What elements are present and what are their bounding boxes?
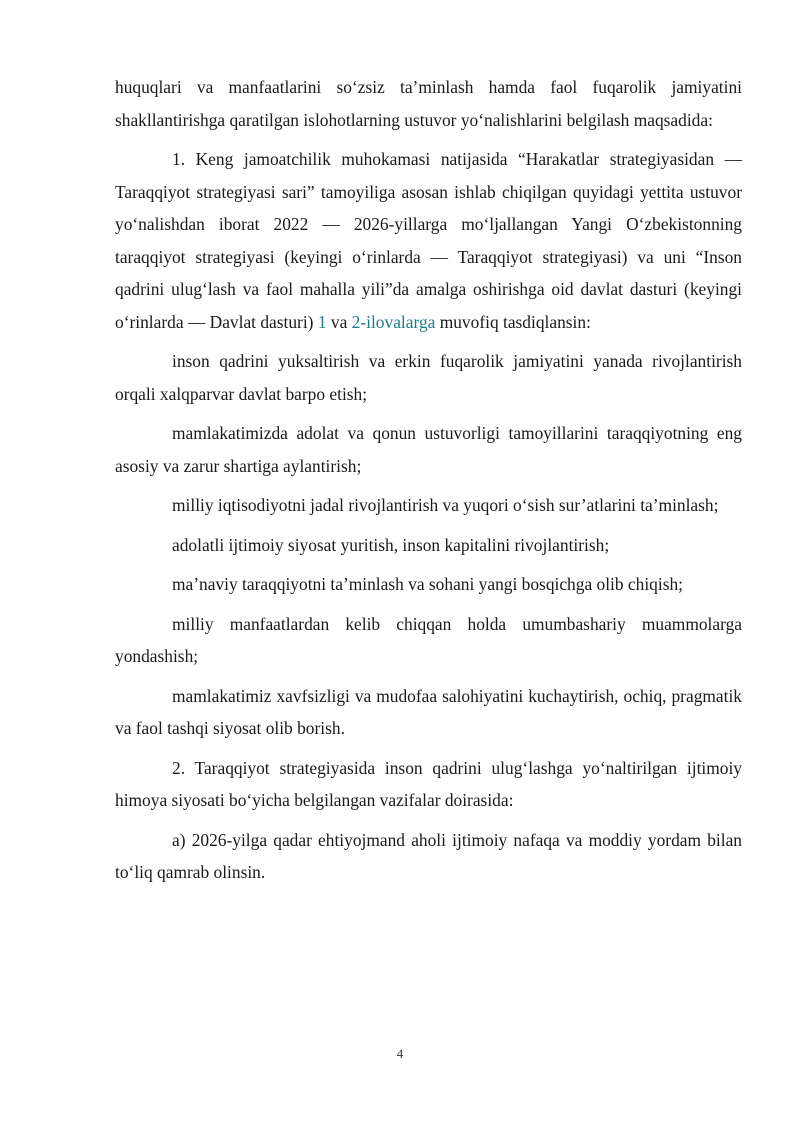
annex-1-link[interactable]: 1: [317, 311, 327, 332]
priority-direction-6: milliy manfaatlardan kelib chiqqan holda umumbashariy muammolarga yondashish;: [115, 613, 742, 666]
priority-direction-5: ma’naviy taraqqiyotni ta’minlash va sohani yangi bosqichga olib chiqish;: [172, 574, 683, 594]
priority-direction-2: mamlakatimizda adolat va qonun ustuvorligi tamoyillarini taraqqiyotning eng asosiy va zarur shartiga aylantirish;: [115, 423, 742, 476]
document-body: [115, 71, 742, 896]
priority-direction-3: milliy iqtisodiyotni jadal rivojlantirish va yuqori o‘sish sur’atlarini ta’minlash;: [172, 495, 719, 515]
annex-2-link[interactable]: 2-ilovalarga: [351, 311, 436, 332]
conjunction-text: va: [326, 311, 352, 332]
priority-direction-4: adolatli ijtimoiy siyosat yuritish, inson kapitalini rivojlantirish;: [172, 534, 610, 555]
priority-direction-1: inson qadrini yuksaltirish va erkin fuqarolik jamiyatini yanada rivojlantirish orqali xalqparvar davlat barpo etish;: [115, 351, 742, 404]
paragraph-item-1-text: 1. Keng jamoatchilik muhokamasi natijasida “Harakatlar strategiyasidan — Taraqqiyot strategiyasi sari” tamoyiliga asosan ishlab chiqilgan quyidagi yettita ustuvor yo‘nalishdan iborat 2022 — 2026-yillarga mo‘ljallangan Yangi O‘zbekistonning taraqqiyot strategiyasi (keyingi o‘rinlarda — Taraqqiyot strategiyasi) va uni “Inson qadrini ulug‘lash va faol mahalla yili”da amalga oshirishga oid davlat dasturi (keyingi o‘rinlarda — Davlat dasturi): [115, 149, 742, 332]
paragraph-item-2a: a) 2026-yilga qadar ehtiyojmand aholi ijtimoiy nafaqa va moddiy yordam bilan to‘liq qamrab olinsin.: [115, 829, 742, 882]
page-number: 4: [396, 1046, 404, 1061]
paragraph-item-2: 2. Taraqqiyot strategiyasida inson qadrini ulug‘lashga yo‘naltirilgan ijtimoiy himoya siyosati bo‘yicha belgilangan vazifalar doirasida:: [115, 757, 742, 810]
paragraph-item-1: [115, 143, 742, 338]
priority-direction-7: mamlakatimiz xavfsizligi va mudofaa salohiyatini kuchaytirish, ochiq, pragmatik va faol tashqi siyosat olib borish.: [115, 685, 742, 738]
paragraph-item-1-ending: muvofiq tasdiqlansin:: [435, 311, 591, 332]
paragraph-continuation: huquqlari va manfaatlarini so‘zsiz ta’minlash hamda faol fuqarolik jamiyatini shakllantirishga qaratilgan islohotlarning ustuvor yo‘nalishlarini belgilash maqsadida:: [115, 77, 742, 130]
